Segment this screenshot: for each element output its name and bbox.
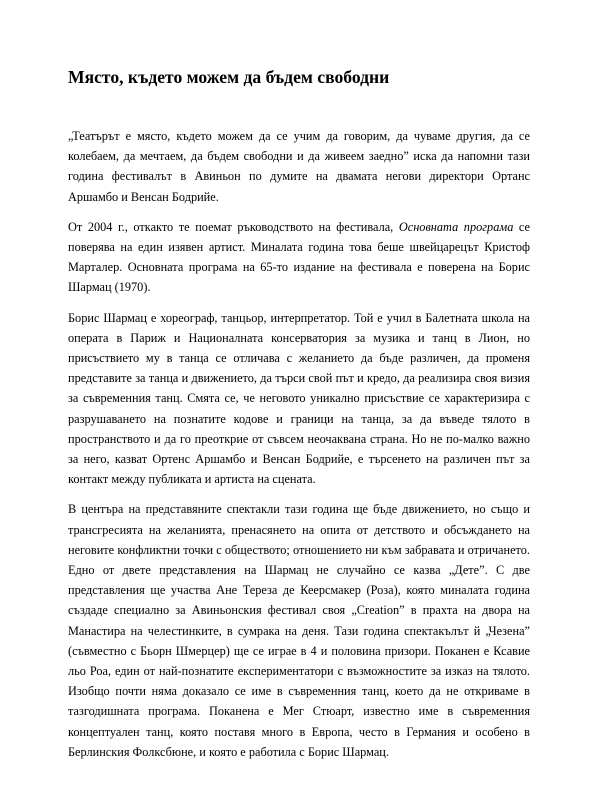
page-title: Място, където можем да бъдем свободни	[68, 67, 390, 87]
paragraph-boris-charmatz: Борис Шармац е хореограф, танцьор, интерпретатор. Той е учил в Балетната школа на операта в Париж и Националната консерватория за музика и танц в Лион, но присъствието му в танца се отличава с желанието да бъде различен, да променя представите за танца и движението, да търси свой път и кредо, да реализира своя визия за съвременния танц. Смята се, че неговото уникално присъствие се характеризира с разрушаването на познатите кодове и граници на танца, за да въведе тялото в пространството и да го преоткрие от съвсем неочаквана страна. Но не по-малко важно за него, казват Ортенс Аршамбо и Венсан Бодрийе, е търсенето на различен път за контакт между публиката и артиста на сцената.	[68, 310, 530, 487]
document-page	[68, 66, 530, 762]
paragraph-intro-quote: „Театърът е място, където можем да се учим да говорим, да чуваме другия, да се колебаем, да мечтаем, да бъдем свободни и да живеем заедно” иска да напомни тази година фестивалът в Авиньон по думите на двамата негови директори Ортанс Аршамбо и Венсан Бодрийе.	[68, 129, 530, 204]
paragraph-program-highlights: В центъра на представяните спектакли тази година ще бъде движението, но също и трансгресията на желанията, пренасянето на опита от детството и обсъждането на неговите конфликтни точки с обществото; отношението ни към забравата и отричането. Едно от двете представления на Шармац не случайно се казва „Дете”. С две представления ще участва Ане Тереза де Кеерсмакер (Роза), която миналата година създаде специално за Авиньонския фестивал своя „Creation” в прахта на двора на Манастира на челестинките, в сумрака на деня. Тази година спектакълът й „Чезена” (съвместно с Бьорн Шмерцер) ще се играе в 4 и половина призори. Поканен е Ксавие льо Роа, един от най-познатите експериментатори с възможностите за изказ на тялото. Изобщо почти няма доказало се име в съвременния танц, което да не откриваме в тазгодишната програма. Поканена е Мег Стюарт, известно име в съвременния концептуален танц, която поставя много в Европа, често в Германия и особено в Берлинския Фолксбюне, и която е работила с Борис Шармац.	[68, 502, 530, 759]
paragraph-main-program	[68, 217, 530, 298]
paragraph-main-program-text-end: се поверява на един изявен артист. Миналата година това беше швейцарецът Кристоф Марталер. Основната програма на 65-то издание на фестивала е поверена на Борис Шармац (1970).	[68, 219, 530, 295]
paragraph-main-program-text-start: От 2004 г., откакто те поемат ръководството на фестивала,	[68, 219, 399, 234]
main-program-italic: Основната програма	[398, 219, 514, 234]
